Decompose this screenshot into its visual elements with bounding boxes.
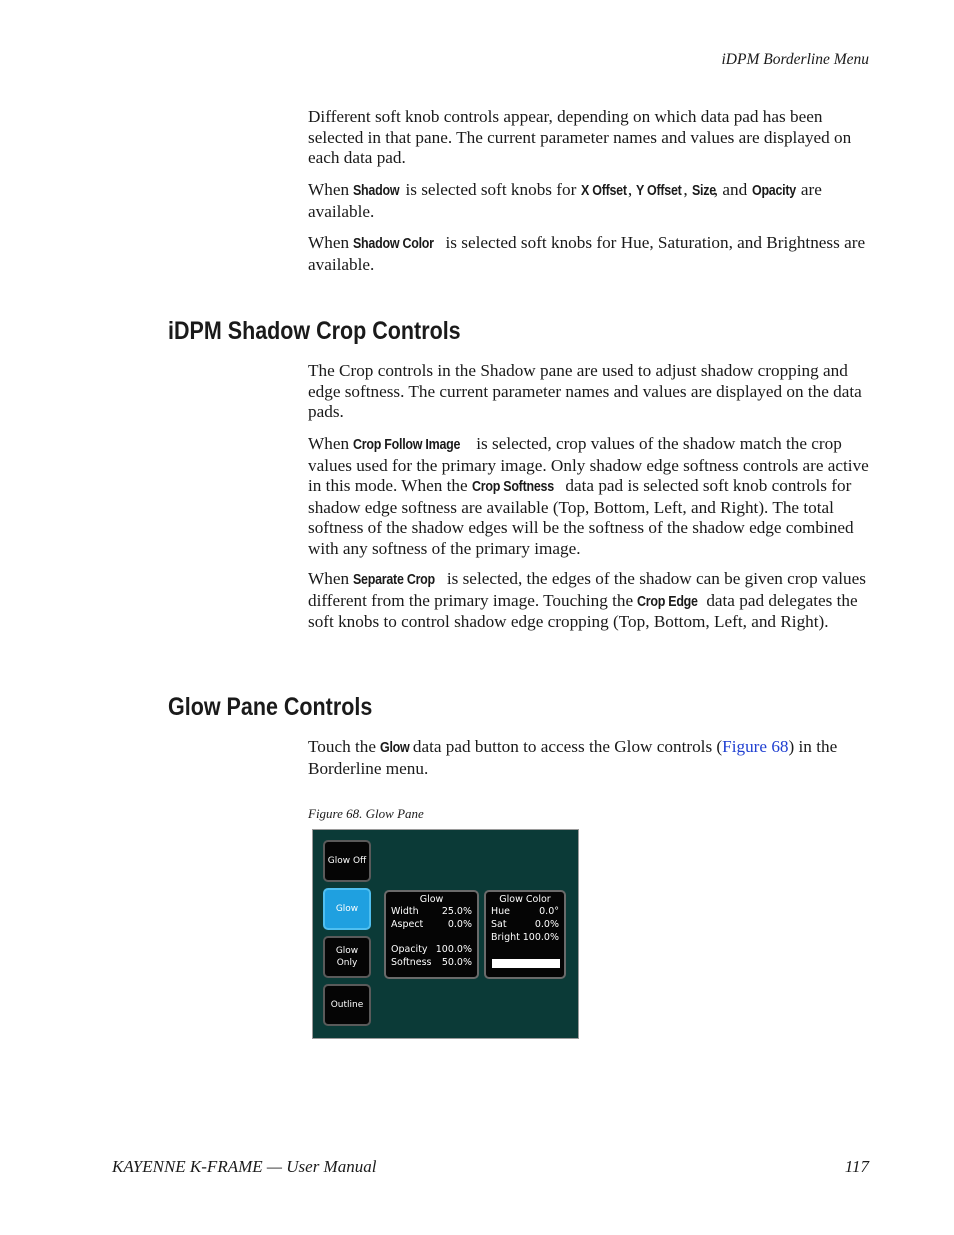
color-row-sat: Sat 0.0%	[491, 919, 559, 930]
command-glow: Glow	[380, 740, 410, 756]
running-header: iDPM Borderline Menu	[721, 51, 869, 68]
glow-color-swatch	[492, 959, 560, 968]
intro-paragraph-1: Different soft knob controls appear, depending on which data pad has been selected in that pane. The current parameter names and values are displayed on each data pad.	[308, 107, 852, 167]
glow-color-pad-title: Glow Color	[499, 894, 551, 905]
glow-row-width: Width 25.0%	[391, 906, 472, 917]
color-row-bright: Bright 100.0%	[491, 932, 559, 943]
glow-pane-figure	[312, 829, 579, 1039]
glow-row-opacity: Opacity 100.0%	[391, 944, 472, 955]
command-opacity: Opacity	[751, 183, 796, 199]
color-row-hue: Hue 0.0°	[491, 906, 559, 917]
shadow-crop-paragraph-1: The Crop controls in the Shadow pane are used to adjust shadow cropping and edge softness. The current parameter names and values are displayed on the data pads.	[308, 361, 862, 421]
shadow-crop-paragraph-3: When Separate Crop is selected, the edges of the shadow can be given crop values different from the primary image. Touching the Crop Edge data pad delegates the soft knobs to control shadow edge cropping (Top, Bottom, Left, and Right).	[308, 569, 866, 631]
command-crop-softness: Crop Softness	[471, 479, 554, 495]
command-crop-follow-image: Crop Follow Image	[353, 437, 461, 453]
glow-row-aspect: Aspect 0.0%	[391, 919, 472, 930]
command-separate-crop: Separate Crop	[353, 572, 436, 588]
command-x-offset: X Offset	[580, 183, 627, 199]
command-shadow-color: Shadow Color	[353, 236, 435, 252]
outline-button[interactable]: Outline	[323, 984, 371, 1026]
section-heading-glow-pane: Glow Pane Controls	[168, 693, 373, 721]
glow-button[interactable]: Glow	[323, 888, 371, 930]
intro-paragraph-2: When Shadow is selected soft knobs for X Offset, Y Offset, Size, and Opacity are available.	[308, 180, 822, 221]
shadow-crop-paragraph-2: When Crop Follow Image is selected, crop values of the shadow match the crop values used for the primary image. Only shadow edge softness controls are active in this mode. When the Crop Softness data pad is selected soft knob controls for shadow edge softness are available (Top, Bottom, Left, and Right). The total softness of the shadow edges will be the softness of the shadow edge combined with any softness of the primary image.	[308, 434, 869, 558]
glow-off-button[interactable]: Glow Off	[323, 840, 371, 882]
page-number: 117	[844, 1157, 869, 1176]
glow-only-button[interactable]: Glow Only	[323, 936, 371, 978]
command-shadow: Shadow	[353, 183, 400, 199]
figure-68-link[interactable]: Figure 68	[722, 737, 789, 756]
glow-data-pad[interactable]	[384, 890, 479, 979]
figure-caption: Figure 68. Glow Pane	[308, 806, 424, 821]
glow-paragraph-1: Touch the Glow data pad button to access the Glow controls (Figure 68) in the Borderline menu.	[308, 737, 838, 778]
glow-color-data-pad[interactable]	[484, 890, 566, 979]
section-heading-shadow-crop: iDPM Shadow Crop Controls	[168, 317, 461, 345]
command-size: Size	[691, 183, 716, 199]
command-y-offset: Y Offset	[636, 183, 682, 199]
command-crop-edge: Crop Edge	[637, 593, 699, 610]
glow-pad-title: Glow	[419, 894, 444, 905]
glow-row-softness: Softness 50.0%	[391, 957, 472, 968]
footer-manual-title: KAYENNE K-FRAME — User Manual	[112, 1157, 377, 1176]
intro-paragraph-3: When Shadow Color is selected soft knobs for Hue, Saturation, and Brightness are available.	[308, 233, 866, 274]
